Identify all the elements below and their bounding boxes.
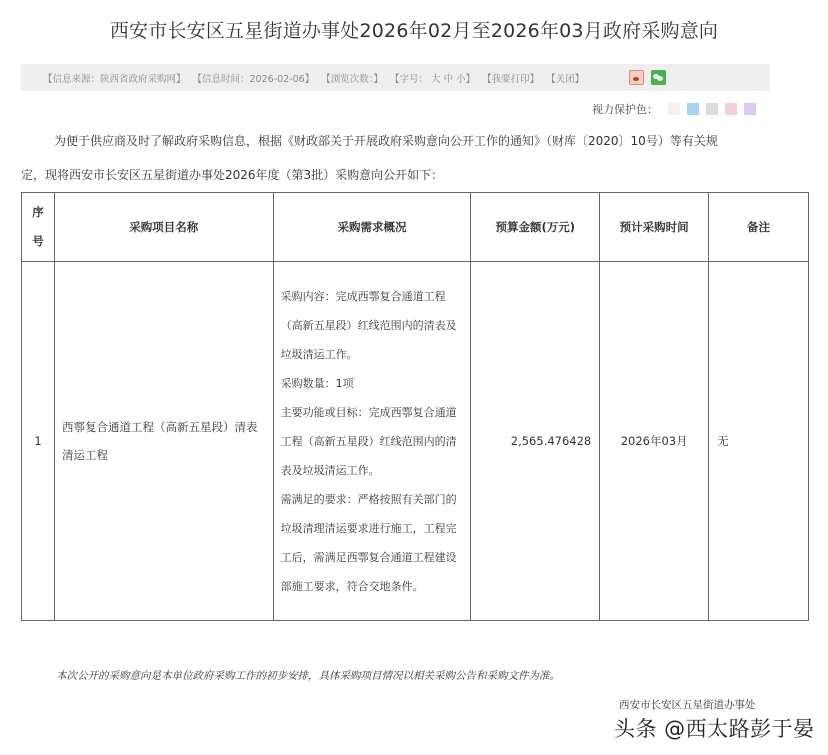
- info-time: 【信息时间：2026-02-06】: [192, 73, 315, 85]
- share-icons: [629, 70, 666, 85]
- watermark: 头条 @西太路彭于晏: [614, 717, 815, 741]
- color-swatch-pink[interactable]: [725, 103, 737, 115]
- info-source: 【信息来源：陕西省政府采购网】: [43, 73, 186, 85]
- footnote: 本次公开的采购意向是本单位政府采购工作的初步安排，具体采购项目情况以相关采购公告和采购文件为准。: [56, 670, 560, 682]
- header-expected-time: 预计采购时间: [600, 193, 709, 262]
- weibo-icon[interactable]: [629, 70, 644, 85]
- intro-line-1: 为便于供应商及时了解政府采购信息，根据《财政部关于开展政府采购意向公开工作的通知》（财库〔2020〕10号）等有关规: [54, 134, 718, 148]
- intro-paragraph: [21, 124, 808, 192]
- print-link[interactable]: 【我要打印】: [482, 73, 540, 85]
- page-title: 西安市长安区五星街道办事处2026年02月至2026年03月政府采购意向: [109, 20, 719, 42]
- cell-requirement-summary: [273, 262, 471, 621]
- desc-requirements: 需满足的要求：严格按照有关部门的垃圾清理清运要求进行施工，工程完工后，需满足西鄠复合通道工程建设部施工要求，符合交地条件。: [280, 492, 457, 593]
- desc-content: 采购内容：完成西鄠复合通道工程（高新五星段）红线范围内的清表及垃圾清运工作。: [280, 289, 457, 361]
- font-small-link[interactable]: 小】: [456, 73, 476, 85]
- header-budget: 预算金额(万元): [471, 193, 600, 262]
- color-swatch-blue[interactable]: [687, 103, 699, 115]
- color-swatches: [668, 103, 756, 115]
- cell-remarks: 无: [709, 262, 809, 621]
- header-seq: 序 号: [22, 193, 55, 262]
- cell-project-name: 西鄠复合通道工程（高新五星段）清表清运工程: [54, 262, 273, 621]
- font-size-control: [390, 71, 475, 85]
- intro-line-2: 定，现将西安市长安区五星街道办事处2026年度（第3批）采购意向公开如下：: [21, 168, 444, 182]
- info-views: 【浏览次数：】: [321, 73, 383, 85]
- cell-expected-time: 2026年03月: [600, 262, 709, 621]
- font-size-label: 【字号：: [390, 73, 429, 85]
- procurement-table: [21, 192, 809, 621]
- wechat-icon[interactable]: [651, 70, 666, 85]
- table-row: [22, 262, 809, 621]
- color-swatch-purple[interactable]: [744, 103, 756, 115]
- color-swatch-gray[interactable]: [706, 103, 718, 115]
- font-large-link[interactable]: 大: [431, 73, 441, 85]
- eye-care-color-picker: [592, 101, 756, 117]
- desc-goal: 主要功能或目标：完成西鄠复合通道工程（高新五星段）红线范围内的清表及垃圾清运工作。: [280, 405, 457, 477]
- header-remarks: 备注: [709, 193, 809, 262]
- font-medium-link[interactable]: 中: [443, 73, 454, 85]
- close-link[interactable]: 【关闭】: [546, 73, 585, 85]
- signature: 西安市长安区五星街道办事处: [619, 699, 756, 711]
- table-header-row: [22, 193, 809, 262]
- info-bar: [21, 64, 770, 91]
- header-project-name: 采购项目名称: [54, 193, 273, 262]
- header-requirement-summary: 采购需求概况: [273, 193, 471, 262]
- cell-seq: 1: [22, 262, 55, 621]
- eye-care-label: 视力保护色：: [592, 103, 658, 116]
- cell-budget: 2,565.476428: [471, 262, 600, 621]
- desc-quantity: 采购数量：1项: [280, 376, 354, 390]
- color-swatch-beige[interactable]: [668, 103, 680, 115]
